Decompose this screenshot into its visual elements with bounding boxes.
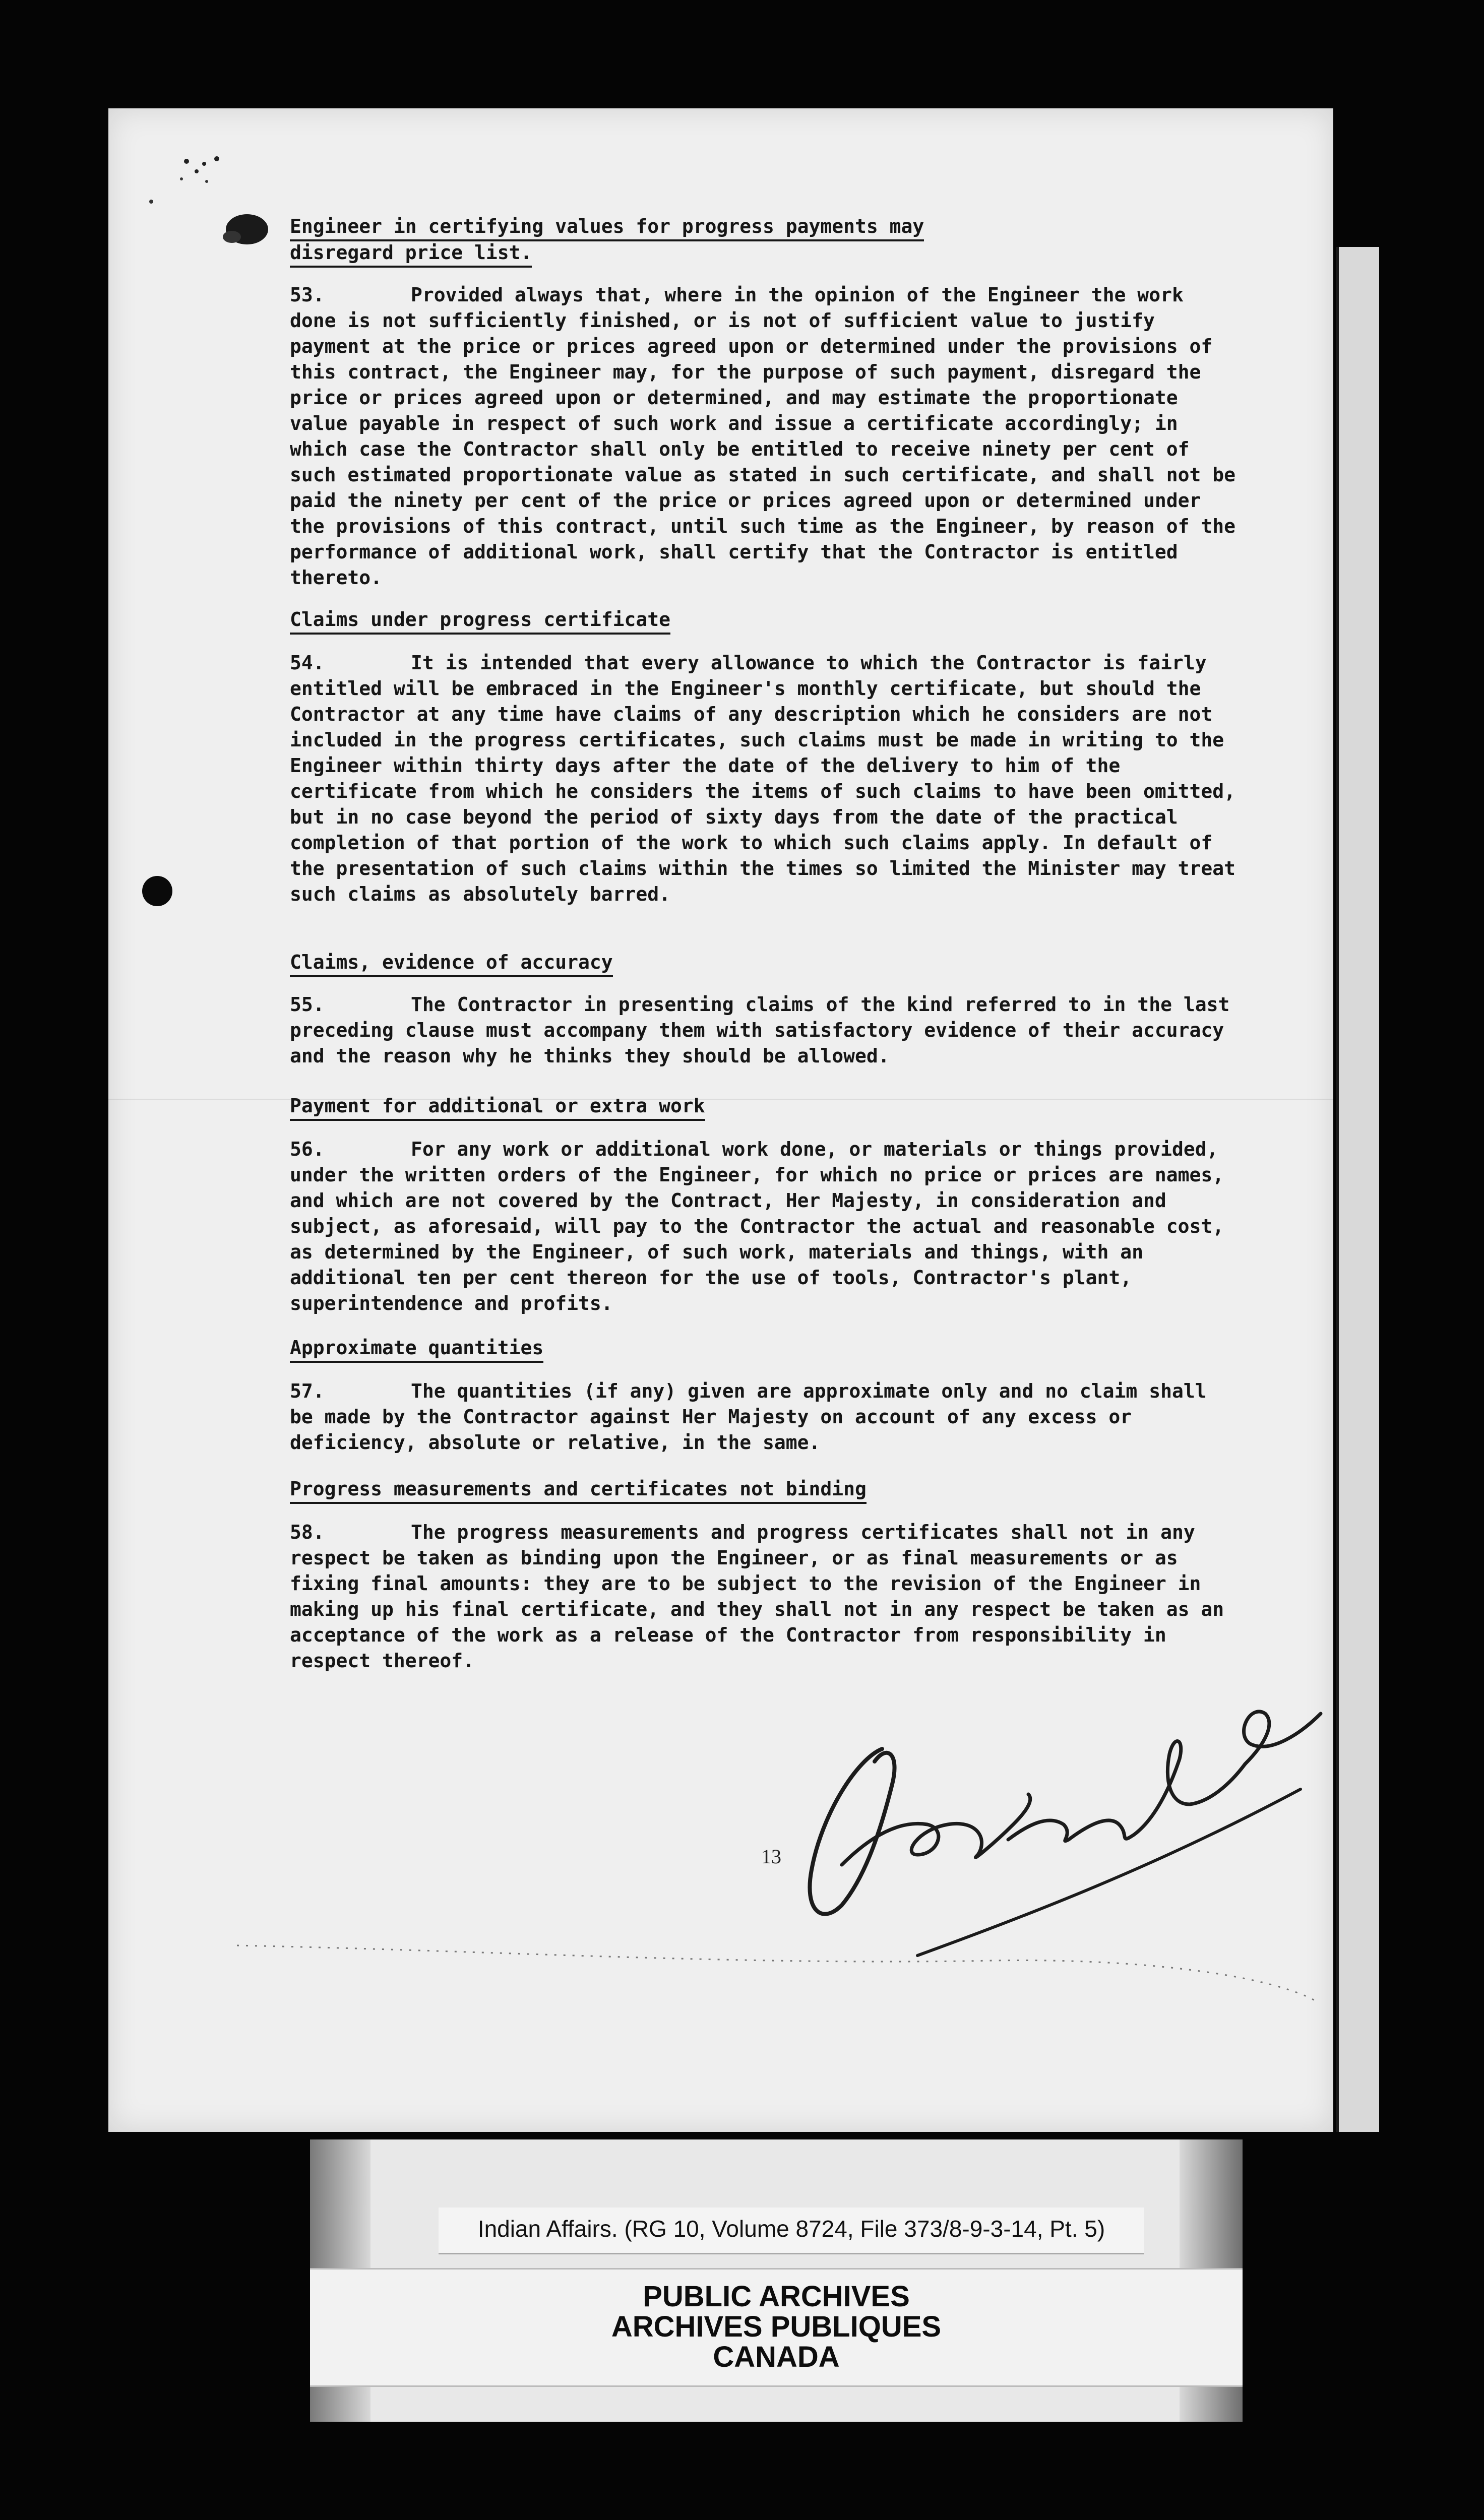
clause-number: 58. [290, 1521, 325, 1543]
stamp-public-archives: PUBLIC ARCHIVES [643, 2280, 910, 2313]
clause-number: 54. [290, 652, 325, 674]
heading-approximate-quantities: Approximate quantities [290, 1336, 543, 1363]
stamp-archives-publiques: ARCHIVES PUBLIQUES [611, 2310, 942, 2343]
heading-claims-progress-certificate: Claims under progress certificate [290, 607, 670, 635]
heading-progress-measurements: Progress measurements and certificates not binding [290, 1477, 867, 1504]
heading-payment-extra-work: Payment for additional or extra work [290, 1094, 705, 1121]
heading-engineer-certifying: Engineer in certifying values for progress payments may [290, 214, 924, 241]
clause-text: The Contractor in presenting claims of the kind referred to in the last preceding clause must accompany them with satisfactory evidence of their accuracy and the reason why he thinks they should be allowed. [290, 993, 1230, 1067]
paragraph-55 [290, 992, 1238, 1069]
clause-number: 56. [290, 1138, 325, 1160]
heading-disregard-price-list: disregard price list. [290, 240, 532, 268]
dotted-trace [237, 1935, 1321, 2006]
clause-text: For any work or additional work done, or materials or things provided, under the written orders of the Engineer, for which no price or prices are names, and which are not covered by the Contract, Her Majesty, in consideration and subject, as aforesaid, will pay to the Contractor the actual and reasonable cost, as determined by the Engineer, of such work, materials and things, with an additional ten per cent thereon for the use of tools, Contractor's plant, superintendence and profits. [290, 1138, 1224, 1314]
paragraph-57 [290, 1378, 1238, 1456]
page-number: 13 [761, 1845, 781, 1868]
clause-number: 55. [290, 993, 325, 1016]
clause-text: The progress measurements and progress certificates shall not in any respect be taken as binding upon the Engineer, or as final measurements or as fixing final amounts: they are to be subject to the revision of the Engineer in making up his final certificate, and they shall not in any respect be taken as an acceptance of the work as a release of the Contractor from responsibility in respect thereof. [290, 1521, 1224, 1672]
paragraph-58 [290, 1520, 1238, 1674]
clause-text: Provided always that, where in the opinion of the Engineer the work done is not sufficiently finished, or is not of sufficient value to justify payment at the price or prices agreed upon or determined under the provisions of this contract, the Engineer may, for the purpose of such payment, disregard the price or prices agreed upon or determined, and may estimate the proportionate value payable in respect of such work and issue a certificate accordingly; in which case the Contractor shall only be entitled to receive ninety per cent of such estimated proportionate value as stated in such certificate, and shall not be paid the ninety per cent of the price or prices agreed upon or determined under the provisions of this contract, until such time as the Engineer, by reason of the performance of additional work, shall certify that the Contractor is entitled thereto. [290, 284, 1235, 589]
clause-number: 57. [290, 1380, 325, 1402]
clause-text: It is intended that every allowance to which the Contractor is fairly entitled will be embraced in the Engineer's monthly certificate, but should the Contractor at any time have claims of any description which he considers are not included in the progress certificates, such claims must be made in writing to the Engineer within thirty days after the date of the delivery to him of the certificate from which he considers the items of such claims to have been omitted, but in no case beyond the period of sixty days from the date of the practical completion of that portion of the work to which such claims apply. In default of the presentation of such claims within the times so limited the Minister may treat such claims as absolutely barred. [290, 652, 1235, 905]
clause-text: The quantities (if any) given are approximate only and no claim shall be made by the Contractor against Her Majesty on account of any excess or deficiency, absolute or relative, in the same. [290, 1380, 1207, 1454]
stamp-canada: CANADA [713, 2341, 840, 2373]
punch-hole [142, 876, 172, 906]
clause-number: 53. [290, 284, 325, 306]
archive-reference: Indian Affairs. (RG 10, Volume 8724, File 373/8-9-3-14, Pt. 5) [477, 2216, 1105, 2242]
heading-claims-evidence: Claims, evidence of accuracy [290, 950, 613, 977]
paragraph-53 [290, 282, 1238, 591]
paragraph-56 [290, 1137, 1238, 1316]
paragraph-54 [290, 650, 1238, 907]
